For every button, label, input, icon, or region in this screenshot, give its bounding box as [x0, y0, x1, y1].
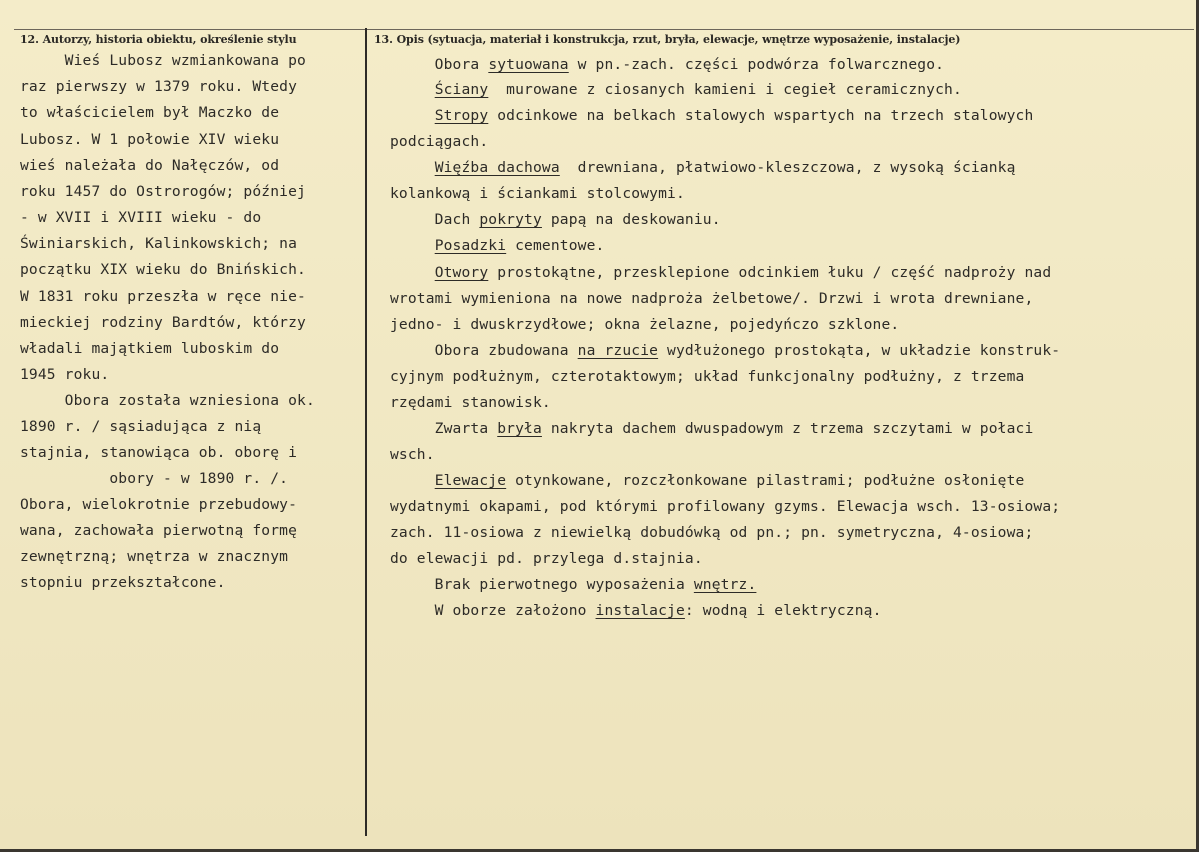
line-text: : wodną i elektryczną. [684, 602, 882, 619]
description-line [390, 266, 1051, 281]
line-text [390, 237, 435, 254]
description-line [390, 552, 703, 567]
underlined-term: Więźba dachowa [434, 159, 560, 176]
description-line [390, 239, 605, 254]
line-text [390, 107, 435, 124]
history-line: obory - w 1890 r. /. [20, 470, 289, 487]
line-text: prostokątne, przesklepione odcinkiem łuku / część nadproży nad [488, 264, 1052, 281]
underlined-term: sytuowana [488, 56, 569, 73]
line-text [390, 472, 435, 489]
line-text: zach. 11-osiowa z niewielką dobudówką od pn.; pn. symetryczna, 4-osiowa; [390, 524, 1034, 541]
underlined-term: pokryty [479, 211, 542, 228]
line-text: wydłużonego prostokąta, w układzie konstruk- [658, 342, 1061, 359]
line-text: wsch. [390, 446, 435, 463]
underlined-term: wnętrz. [693, 576, 757, 593]
history-line: stopniu przekształcone. [20, 574, 226, 591]
description-line [390, 526, 1033, 541]
line-text: Obora [390, 56, 489, 73]
section-12-header-text: 12. Autorzy, historia obiektu, określenie stylu [20, 33, 297, 46]
description-line [390, 58, 944, 73]
history-line: wana, zachowała pierwotną formę [20, 522, 298, 539]
history-line: mieckiej rodziny Bardtów, którzy [20, 314, 306, 331]
history-line: - w XVII i XVIII wieku - do [20, 209, 262, 226]
description-line [390, 318, 899, 333]
line-text: otynkowane, rozczłonkowane pilastrami; podłużne osłonięte [506, 472, 1025, 489]
description-line [390, 396, 551, 411]
description-line [390, 500, 1060, 515]
underlined-term: bryła [497, 420, 542, 437]
line-text: W oborze założono [390, 602, 596, 619]
history-line: Obora została wzniesiona ok. [20, 392, 315, 409]
underlined-term: na rzucie [577, 342, 659, 359]
description-line [390, 187, 685, 202]
line-text: murowane z ciosanych kamieni i cegieł ceramicznych. [488, 81, 962, 98]
line-text: cyjnym podłużnym, czterotaktowym; układ funkcjonalny podłużny, z trzema [390, 368, 1025, 385]
history-line: W 1831 roku przeszła w ręce nie- [20, 288, 306, 305]
underlined-term: Stropy [434, 107, 489, 124]
line-text: Obora zbudowana [390, 342, 578, 359]
line-text: w pn.-zach. części podwórza folwarcznego. [568, 56, 945, 73]
history-line: roku 1457 do Ostrorogów; później [20, 183, 306, 200]
history-line: raz pierwszy w 1379 roku. Wtedy [20, 78, 298, 95]
line-text [390, 81, 435, 98]
line-text: papą na deskowaniu. [541, 211, 721, 228]
underlined-term: Elewacje [434, 472, 507, 489]
line-text [390, 159, 435, 176]
column-divider [365, 28, 367, 836]
history-line: zewnętrzną; wnętrza w znacznym [20, 548, 289, 565]
history-line: wieś należała do Nałęczów, od [20, 157, 280, 174]
description-line [390, 474, 1025, 489]
line-text [390, 264, 435, 281]
line-text: podciągach. [390, 133, 489, 150]
description-line [390, 422, 1033, 437]
line-text: Brak pierwotnego wyposażenia [390, 576, 694, 593]
history-line: Lubosz. W 1 połowie XIV wieku [20, 131, 280, 148]
line-text: kolankową i ściankami stolcowymi. [390, 185, 685, 202]
description-line [390, 370, 1024, 385]
section-12-header [20, 33, 297, 46]
history-line: stajnia, stanowiąca ob. oborę i [20, 444, 298, 461]
history-line: władali majątkiem luboskim do [20, 340, 280, 357]
line-text: odcinkowe na belkach stalowych wspartych na trzech stalowych [488, 107, 1034, 124]
description-line [390, 213, 721, 228]
description-line [390, 161, 1016, 176]
line-text: nakryta dachem dwuspadowym z trzema szczytami w połaci [541, 420, 1034, 437]
line-text: do elewacji pd. przylega d.stajnia. [390, 550, 703, 567]
description-line [390, 109, 1033, 124]
line-text: wydatnymi okapami, pod którymi profilowany gzyms. Elewacja wsch. 13-osiowa; [390, 498, 1061, 515]
description-line [390, 83, 962, 98]
description-line [390, 448, 435, 463]
history-line: Wieś Lubosz wzmiankowana po [20, 52, 306, 69]
description-line [390, 292, 1033, 307]
history-line: 1890 r. / sąsiadująca z nią [20, 418, 262, 435]
header-rule [14, 29, 1194, 30]
description-line [390, 604, 882, 619]
line-text: Dach [390, 211, 480, 228]
history-line: to właścicielem był Maczko de [20, 104, 280, 121]
history-line: Obora, wielokrotnie przebudowy- [20, 496, 298, 513]
description-line [390, 135, 488, 150]
history-line: 1945 roku. [20, 366, 110, 383]
section-13-header-text: 13. Opis (sytuacja, materiał i konstrukcja, rzut, bryła, elewacje, wnętrze wyposażenie, instalacje) [374, 33, 961, 46]
line-text: jedno- i dwuskrzydłowe; okna żelazne, pojedyńczo szklone. [390, 316, 900, 333]
line-text: cementowe. [506, 237, 605, 254]
description-line [390, 578, 756, 593]
description-line [390, 344, 1060, 359]
underlined-term: Posadzki [434, 237, 507, 254]
history-line: Świniarskich, Kalinkowskich; na [20, 235, 298, 252]
line-text: drewniana, płatwiowo-kleszczowa, z wysoką ścianką [559, 159, 1016, 176]
section-13-header [374, 33, 960, 46]
line-text: rzędami stanowisk. [390, 394, 551, 411]
history-line: początku XIX wieku do Bnińskich. [20, 261, 306, 278]
underlined-term: Ściany [434, 81, 489, 98]
line-text: wrotami wymieniona na nowe nadproża żelbetowe/. Drzwi i wrota drewniane, [390, 290, 1034, 307]
line-text: Zwarta [390, 420, 498, 437]
underlined-term: Otwory [434, 264, 489, 281]
underlined-term: instalacje [595, 602, 685, 619]
